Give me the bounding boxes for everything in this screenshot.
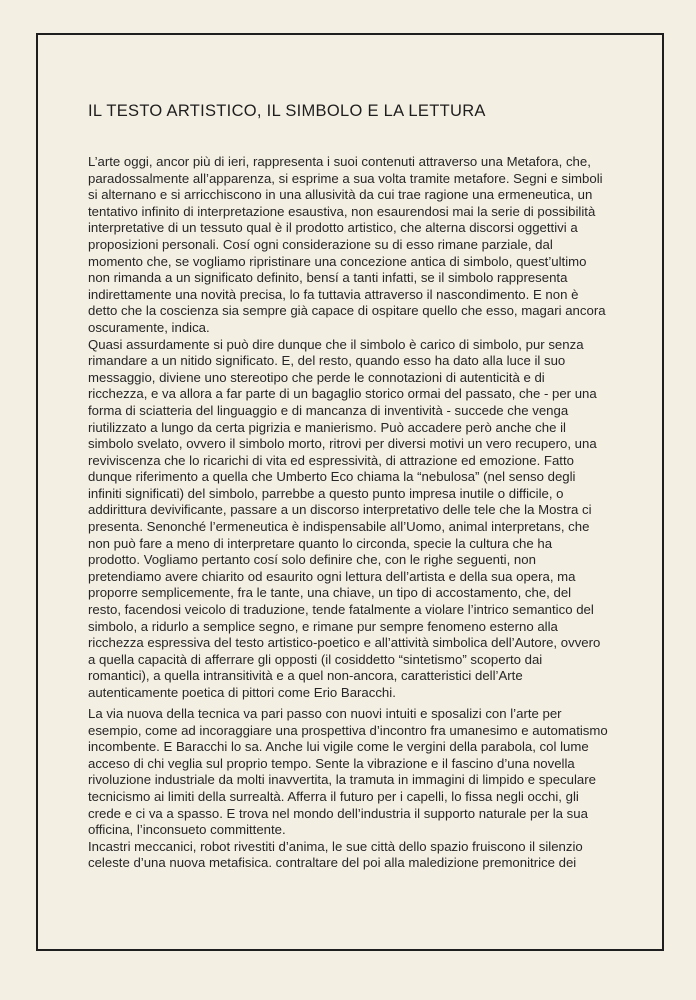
text-line: interpretative di un tessuto qual è il prodotto artistico, che alterna discorsi oggettivi a <box>88 220 578 236</box>
text-line: rimandare a un nitido significato. E, del resto, quando esso ha dato alla luce il suo <box>88 353 566 369</box>
article-paragraph-2 <box>88 706 636 872</box>
text-line: messaggio, diviene uno stereotipo che perde le connotazioni di autenticità e di <box>88 369 545 385</box>
text-line: rivoluzione industriale da molti inavvertita, la tramuta in immagini di limpido e speculare <box>88 772 596 788</box>
text-line: tecnicismo ai limiti della surrealtà. Afferra il futuro per i capelli, lo fissa negli occhi, gli <box>88 788 579 804</box>
text-line: simbolo svelato, ovvero il simbolo morto, ritrovi per diversi motivi un vero recupero, una <box>88 436 597 452</box>
text-line: incombente. E Baracchi lo sa. Anche lui vigile come le vergini della parabola, col lume <box>88 739 589 755</box>
text-line: riutilizzato a lungo da certa pigrizia e manierismo. Può accadere però anche che il <box>88 419 566 435</box>
article-paragraph-1 <box>88 154 636 702</box>
text-line: La via nuova della tecnica va pari passo con nuovi intuiti e sposalizi con l’arte per <box>88 706 562 721</box>
text-line: dunque riferimento a quella che Umberto Eco chiama la “nebulosa” (nel senso degli <box>88 469 576 485</box>
text-line: si alternano e si arricchiscono in una allusività da cui trae ragione una ermeneutica, un <box>88 187 593 203</box>
text-line: presenta. Senonché l’ermeneutica è indispensabile all’Uomo, animal interpretans, che <box>88 519 590 535</box>
text-line: resto, facendosi veicolo di traduzione, tende fatalmente a violare l’intrico semantico del <box>88 602 594 618</box>
text-line: romantici), a quella intransitività e a quel non-ancora, caratteristici dell’Arte <box>88 668 523 684</box>
text-line: ricchezza, e va allora a far parte di un bagaglio storico ormai del passato, che - per una <box>88 386 597 402</box>
text-line: proporre semplicemente, fra le tante, una chiave, un tipo di accostamento, che, del <box>88 585 572 601</box>
text-line: L’arte oggi, ancor più di ieri, rappresenta i suoi contenuti attraverso una Metafora, che, <box>88 154 591 169</box>
text-line: a quella capacità di afferrare gli opposti (il cosiddetto “sintetismo” scoperto dai <box>88 651 543 667</box>
text-line: esempio, come ad incoraggiare una prospettiva d’incontro fra umanesimo e automatismo <box>88 722 608 738</box>
article-title: IL TESTO ARTISTICO, IL SIMBOLO E LA LETTURA <box>88 102 486 120</box>
text-line: infiniti significati) del simbolo, parrebbe a questo punto impresa inutile o difficile, o <box>88 485 564 501</box>
text-line: indirettamente una novità precisa, lo fa tuttavia attraverso il nascondimento. E non è <box>88 286 579 302</box>
text-line: momento che, se vogliamo ripristinare una concezione antica di simbolo, quest’ultimo <box>88 253 587 269</box>
text-line: officina, l’inconsueto committente. <box>88 822 286 838</box>
text-line: crede e ci va a spasso. E trova nel mondo dell’industria il supporto naturale per la sua <box>88 805 588 821</box>
text-line: proposizioni personali. Cosí ogni considerazione su di esso rimane parziale, dal <box>88 236 553 252</box>
text-line: ricchezza espressiva del testo artistico-poetico e all’attività simbolica dell’Autore, ovvero <box>88 635 601 651</box>
text-line: simbolo, a ridurlo a semplice segno, e rimane pur sempre fenomeno esterno alla <box>88 618 558 634</box>
text-line: reviviscenza che lo ricarichi di vita ed espressività, di attrazione ed emozione. Fatto <box>88 452 574 468</box>
text-line: acceso di chi veglia sul proprio tempo. Sente la vibrazione e il fascino d’una novella <box>88 755 575 771</box>
text-line: detto che la coscienza sia sempre già capace di ospitare quello che esso, magari ancora <box>88 303 606 319</box>
text-line: addirittura devivificante, passare a un discorso interpretativo delle tele che la Mostra ci <box>88 502 592 518</box>
text-line: non può fare a meno di interpretare quanto lo circonda, specie la cultura che ha <box>88 535 553 551</box>
text-line: oscuramente, indica. <box>88 319 210 335</box>
text-line: paradossalmente all’apparenza, si esprime a sua volta tramite metafore. Segni e simboli <box>88 170 603 186</box>
text-line: prodotto. Vogliamo pertanto cosí solo definire che, con le righe seguenti, non <box>88 552 536 568</box>
text-line: autenticamente poetica di pittori come Erio Baracchi. <box>88 685 396 700</box>
text-line: Incastri meccanici, robot rivestiti d’anima, le sue città dello spazio fruiscono il silenzio <box>88 838 583 854</box>
text-line: pretendiamo avere chiarito od esaurito ogni lettura dell’artista e della sua opera, ma <box>88 568 576 584</box>
text-line: forma di sciatteria del linguaggio e di mancanza di inventività - succede che venga <box>88 402 569 418</box>
text-line: non rimanda a un significato definito, bensí a tanti infatti, se il simbolo rappresenta <box>88 270 568 286</box>
text-line: Quasi assurdamente si può dire dunque che il simbolo è carico di simbolo, pur senza <box>88 336 584 352</box>
text-line: tentativo infinito di interpretazione esaustiva, non esaurendosi mai la serie di possibilità <box>88 203 596 219</box>
text-line: celeste d’una nuova metafisica. contraltare del poi alla maledizione premonitrice dei <box>88 855 577 871</box>
